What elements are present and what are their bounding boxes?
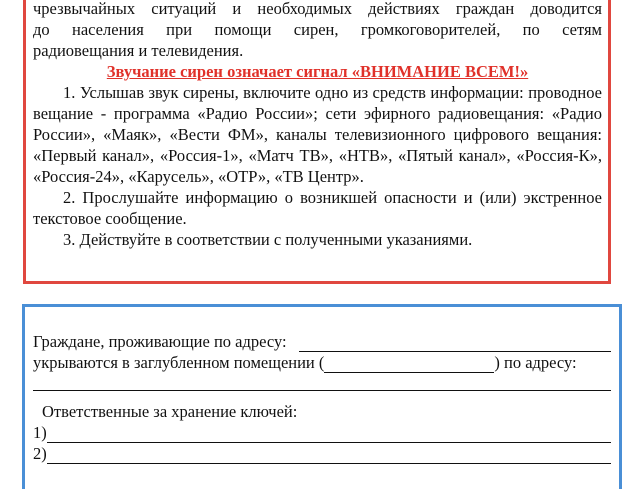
keys-label: Ответственные за хранение ключей:: [42, 402, 298, 421]
key-holder-prefix: 2): [33, 444, 47, 463]
residents-address-field[interactable]: [299, 334, 611, 352]
residents-row: [33, 331, 611, 352]
key-holder-2-field[interactable]: [47, 446, 611, 464]
key-holder-row-1: [33, 422, 611, 443]
notice-line: радиовещания и телевидения.: [33, 41, 244, 60]
alert-heading: Звучание сирен означает сигнал «ВНИМАНИЕ ВСЕМ!»: [106, 62, 529, 81]
keys-row: [33, 401, 611, 422]
notice-line: до населения при помощи сирен, громкоговорителей, по сетям: [33, 20, 602, 39]
instruction-item-2: 2. Прослушайте информацию о возникшей опасности и (или) экстренное текстовое сообщение.: [33, 188, 602, 228]
address-form: [22, 304, 622, 489]
shelter-label-start: укрываются в заглубленном помещении (: [33, 353, 325, 372]
notice-line: чрезвычайных ситуаций и необходимых действиях граждан доводится: [33, 0, 602, 18]
shelter-row: [33, 352, 611, 373]
key-holder-row-2: [33, 443, 611, 464]
key-holder-1-field[interactable]: [47, 425, 611, 443]
shelter-label-end: ) по адресу:: [494, 353, 577, 372]
instruction-item-1: 1. Услышав звук сирены, включите одно из средств информации: проводное вещание - программа «Радио России»; сети эфирного радиовещания: «Радио России», «Маяк», «Вести ФМ», каналы телевизионного цифрового вещания: «Первый канал», «Россия-1», «Матч ТВ», «НТВ», «Пятый канал», «Россия-К», «Россия-24», «Карусель», «ОТР», «ТВ Центр».: [33, 83, 602, 186]
shelter-name-field[interactable]: [324, 355, 494, 373]
notice-box: [23, 0, 611, 284]
instruction-item-3: 3. Действуйте в соответствии с полученными указаниями.: [63, 230, 473, 249]
key-holder-prefix: 1): [33, 423, 47, 442]
shelter-address-row: [33, 373, 611, 391]
residents-label: Граждане, проживающие по адресу:: [33, 332, 287, 351]
shelter-address-field[interactable]: [33, 373, 611, 391]
